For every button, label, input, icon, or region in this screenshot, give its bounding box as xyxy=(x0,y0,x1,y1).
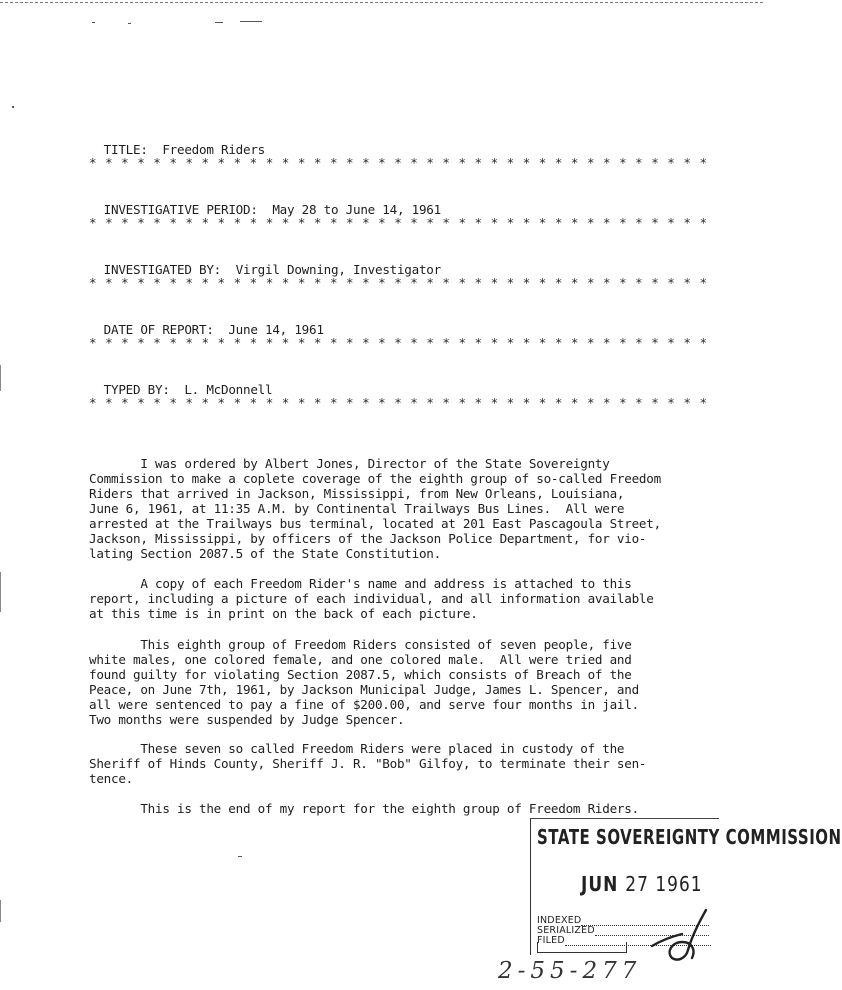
text-line: Peace, on June 7th, 1961, by Jackson Municipal Judge, James L. Spencer, and xyxy=(89,682,639,697)
separator-stars: * * * * * * * * * * * * * * * * * * * * * * * * * * * * * * * * * * * * * * * xyxy=(89,335,708,350)
text-line: Two months were suspended by Judge Spencer. xyxy=(89,712,405,727)
investigator-label: INVESTIGATED BY: xyxy=(103,262,221,277)
text-line: Riders that arrived in Jackson, Mississippi, from New Orleans, Louisiana, xyxy=(89,486,625,501)
stamp-filed-label: FILED xyxy=(537,935,565,946)
separator-stars: * * * * * * * * * * * * * * * * * * * * * * * * * * * * * * * * * * * * * * * xyxy=(89,275,708,290)
separator-stars: * * * * * * * * * * * * * * * * * * * * * * * * * * * * * * * * * * * * * * * xyxy=(89,155,708,170)
investigator-field xyxy=(89,247,441,277)
scan-speck xyxy=(240,21,262,22)
stamp-serialized-label: SERIALIZED xyxy=(537,925,595,936)
text-line: at this time is in print on the back of each picture. xyxy=(89,606,478,621)
paragraph-1 xyxy=(89,456,689,561)
scan-edge-mark xyxy=(0,365,5,391)
investigator-value: Virgil Downing, Investigator xyxy=(235,262,441,277)
separator-stars: * * * * * * * * * * * * * * * * * * * * * * * * * * * * * * * * * * * * * * * xyxy=(89,215,708,230)
text-line: This is the end of my report for the eighth group of Freedom Riders. xyxy=(89,801,639,816)
handwritten-file-number: 2-55-277 xyxy=(498,958,642,984)
title-value: Freedom Riders xyxy=(162,142,265,157)
typed-by-value: L. McDonnell xyxy=(184,382,273,397)
report-date-field xyxy=(89,307,324,337)
text-line: I was ordered by Albert Jones, Director of the State Sovereignty xyxy=(89,456,610,471)
scan-speck xyxy=(128,23,131,24)
stamp-heading: STATE SOVEREIGNTY COMMISSION xyxy=(537,825,842,850)
text-line: These seven so called Freedom Riders were placed in custody of the xyxy=(89,741,625,756)
paragraph-4 xyxy=(89,741,689,786)
stamp-date-month: JUN xyxy=(581,873,619,897)
scan-speck xyxy=(215,22,223,23)
report-date-label: DATE OF REPORT: xyxy=(103,322,214,337)
separator-stars: * * * * * * * * * * * * * * * * * * * * * * * * * * * * * * * * * * * * * * * xyxy=(89,395,708,410)
page-top-border xyxy=(0,2,763,3)
stamp-date xyxy=(581,873,703,897)
stamp-indexed-label: INDEXED xyxy=(537,915,582,926)
text-line: white males, one colored female, and one colored male. All were tried and xyxy=(89,652,632,667)
scan-speck xyxy=(12,106,14,108)
text-line: arrested at the Trailways bus terminal, located at 201 East Pascagoula Street, xyxy=(89,516,661,531)
text-line: Sheriff of Hinds County, Sheriff J. R. "Bob" Gilfoy, to terminate their sen- xyxy=(89,756,647,771)
handwritten-initials xyxy=(648,906,712,966)
stamp-date-day-year: 27 1961 xyxy=(625,873,703,897)
period-field xyxy=(89,187,441,217)
text-line: Jackson, Mississippi, by officers of the Jackson Police Department, for vio- xyxy=(89,531,647,546)
period-value: May 28 to June 14, 1961 xyxy=(272,202,441,217)
typed-by-field xyxy=(89,367,272,397)
text-line: A copy of each Freedom Rider's name and address is attached to this xyxy=(89,576,632,591)
title-label: TITLE: xyxy=(103,142,148,157)
paragraph-2 xyxy=(89,576,689,621)
title-field xyxy=(89,127,265,157)
scan-speck xyxy=(92,22,95,23)
text-line: This eighth group of Freedom Riders consisted of seven people, five xyxy=(89,637,632,652)
stamp-box xyxy=(537,942,627,953)
scan-edge-mark xyxy=(0,572,5,612)
period-label: INVESTIGATIVE PERIOD: xyxy=(103,202,258,217)
text-line: Commission to make a coplete coverage of the eighth group of so-called Freedom xyxy=(89,471,661,486)
text-line: all were sentenced to pay a fine of $200.00, and serve four months in jail. xyxy=(89,697,639,712)
paragraph-3 xyxy=(89,637,689,727)
text-line: lating Section 2087.5 of the State Constitution. xyxy=(89,546,441,561)
paragraph-5 xyxy=(89,801,689,816)
text-line: found guilty for violating Section 2087.5, which consists of Breach of the xyxy=(89,667,632,682)
scan-edge-mark xyxy=(0,900,5,922)
scan-speck xyxy=(238,856,242,857)
text-line: tence. xyxy=(89,771,133,786)
text-line: report, including a picture of each individual, and all information available xyxy=(89,591,654,606)
text-line: June 6, 1961, at 11:35 A.M. by Continental Trailways Bus Lines. All were xyxy=(89,501,625,516)
report-date-value: June 14, 1961 xyxy=(228,322,324,337)
typed-by-label: TYPED BY: xyxy=(103,382,170,397)
